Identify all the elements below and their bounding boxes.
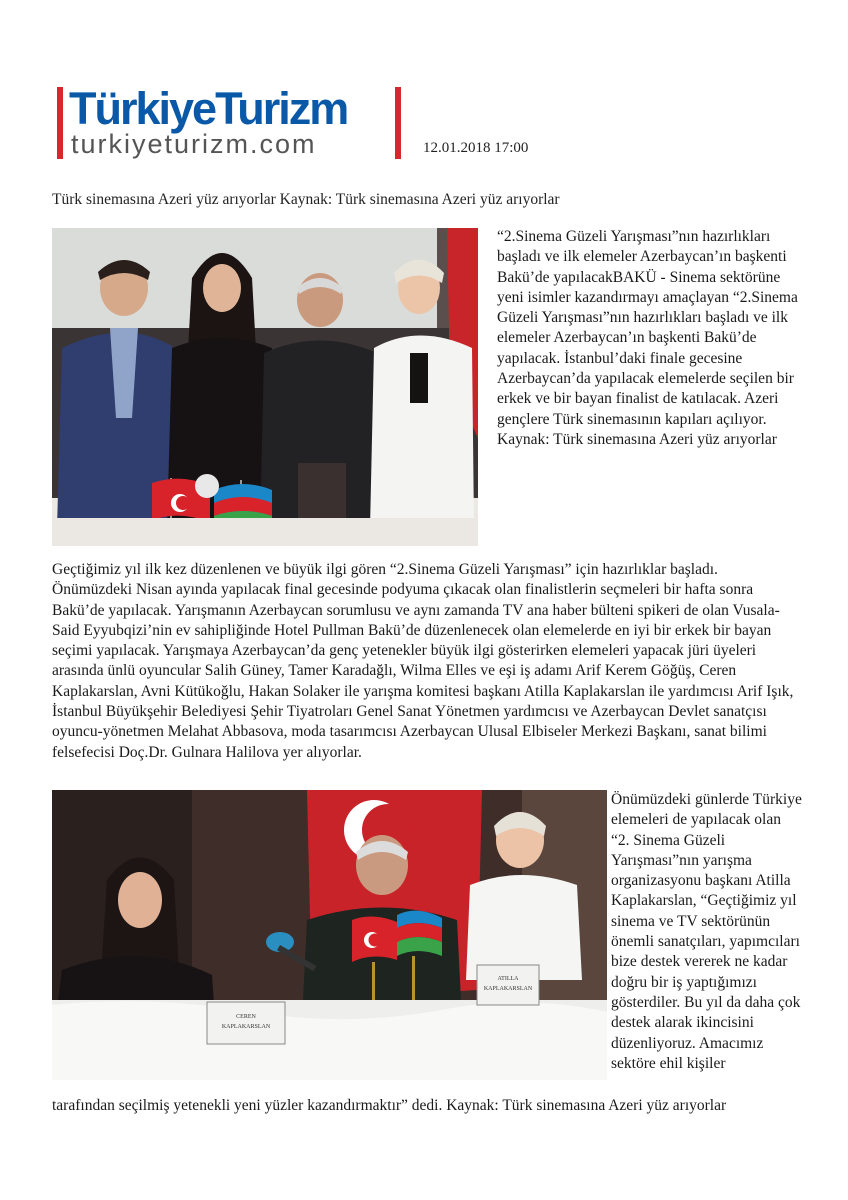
placard-1-line-1: CEREN [236,1014,256,1020]
article-headline: Türk sinemasına Azeri yüz arıyorlar Kaynak: Türk sinemasına Azeri yüz arıyorlar [52,191,560,208]
article-photo-1 [52,228,478,546]
photo-2-drawing [52,790,607,1080]
article-side-text-2: Önümüzdeki günlerde Türkiye elemeleri de yapılacak olan “2. Sinema Güzeli Yarışması”nın yarışma organizasyonu başkanı Atilla Kaplakarslan, “Geçtiğimiz yıl sinema ve TV sektörünün önemli sanatçıları, yapımcıları bize destek vererek ne kadar doğru bir iş yaptığımızı gösterdiler. Bu yıl da daha çok destek alarak ikincisini düzenliyoruz. Amacımız sektöre ehil kişiler [611,791,802,1072]
article-side-text-1: “2.Sinema Güzeli Yarışması”nın hazırlıkları başladı ve ilk elemeler Azerbaycan’ın başkenti Bakü’de yapılacakBAKÜ - Sinema sektörüne yeni isimler kazandırmayı amaçlayan “2.Sinema Güzeli Yarışması”nın hazırlıkları başladı ve ilk elemeler Azerbaycan’ın başkenti Bakü’de yapılacak. İstanbul’daki finale gecesine Azerbaycan’da yapılacak elemelerde seçilen bir erkek ve bir bayan finalist de katılacak. Azeri gençlere Türk sinemasının kapıları açılıyor. Kaynak: Türk sinemasına Azeri yüz arıyorlar [497,228,798,448]
placard-2-line-2: KAPLAKARSLAN [483,986,533,992]
logo-wordmark: TürkiyeTurizm [69,83,348,134]
placard-1-line-2: KAPLAKARSLAN [221,1024,271,1030]
logo-domain: turkiyeturizm.com [71,129,317,159]
article-tail-text: tarafından seçilmiş yetenekli yeni yüzler kazandırmaktır” dedi. Kaynak: Türk sinemasına Azeri yüz arıyorlar [52,1097,727,1114]
placard-2-line-1: ATILLA [497,976,519,982]
article-body-text: Geçtiğimiz yıl ilk kez düzenlenen ve büyük ilgi gören “2.Sinema Güzeli Yarışması” için hazırlıklar başladı. Önümüzdeki Nisan ayında yapılacak final gecesinde podyuma çıkacak olan finalistlerin seçmeleri bir hafta sonra Bakü’de yapılacak. Yarışmanın Azerbaycan sorumlusu ve aynı zamanda TV ana haber bülteni spikeri de olan Vusala-Said Eyyubqizi’nin ev sahipliğinde Hotel Pullman Bakü’de düzenlenecek olan elemelerde en iyi bir erkek bir bayan seçimi yapılacak. Yarışmaya Azerbaycan’da genç yetenekler büyük ilgi gösterirken elemeleri yapacak jüri üyeleri arasında ünlü oyuncular Salih Güney, Tamer Karadağlı, Wilma Elles ve eşi iş adamı Arif Kerem Göğüş, Ceren Kaplakarslan, Avni Kütükoğlu, Hakan Solaker ile yarışma komitesi başkanı Atilla Kaplakarslan ile yardımcısı Arif Işık, İstanbul Büyükşehir Belediyesi Şehir Tiyatroları Genel Sanat Yönetmen yardımcısı ve Azerbaycan Devlet sanatçısı oyuncu-yönetmen Melahat Abbasova, moda tasarımcısı Azerbaycan Ulusal Elbiseler Merkezi Başkanı, sanat bilimi felsefecisi Doç.Dr. Gulnara Halilova yer alıyorlar. [52,561,794,761]
publish-date: 12.01.2018 17:00 [423,140,529,156]
logo-bar-left [57,87,63,159]
article-photo-2 [52,790,607,1080]
photo-1-drawing [52,228,478,546]
logo-bar-right [395,87,401,159]
site-logo[interactable] [57,85,402,161]
